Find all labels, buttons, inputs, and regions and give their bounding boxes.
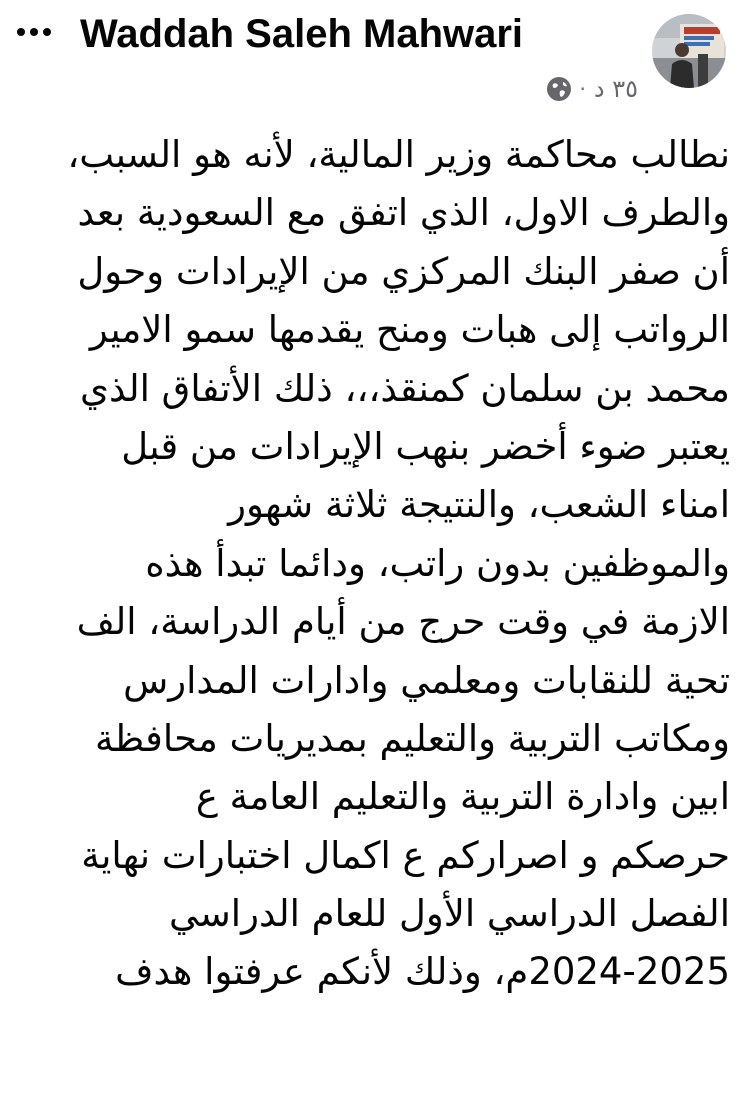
- post-text-line: حرصكم و اصراركم ع اكمال اختبارات نهاية: [81, 833, 730, 877]
- post-text-line: الفصل الدراسي الأول للعام الدراسي: [168, 892, 730, 936]
- post-text-line: يعتبر ضوء أخضر بنهب الإيرادات من قبل: [121, 424, 730, 468]
- post-text-line: الازمة في وقت حرج من أيام الدراسة، الف: [76, 600, 730, 644]
- post-text-line: الرواتب إلى هبات ومنح يقدمها سمو الامير: [89, 308, 730, 352]
- post-text-line: أن صفر البنك المركزي من الإيرادات وحول: [77, 249, 730, 293]
- post-header: [0, 0, 750, 110]
- post-meta: [546, 72, 638, 106]
- post-text-line: والطرف الاول، الذي اتفق مع السعودية بعد: [77, 191, 730, 235]
- author-avatar[interactable]: [652, 14, 726, 88]
- post-text-line: والموظفين بدون راتب، ودائما تبدأ هذه: [145, 541, 730, 585]
- post-text-line: 2024-2025م، وذلك لأنكم عرفتوا هدف: [115, 950, 730, 994]
- post-text-line: محمد بن سلمان كمنقذ،،، ذلك الأتفاق الذي: [79, 366, 730, 410]
- post-time[interactable]: ٣٥ د: [593, 75, 638, 103]
- post-text-line: ومكاتب التربية والتعليم بمديريات محافظة: [94, 716, 730, 760]
- post-text-line: تحية للنقابات ومعلمي وادارات المدارس: [123, 658, 730, 702]
- meta-separator: ·: [579, 77, 586, 101]
- more-options-button[interactable]: [14, 18, 54, 46]
- post-text-line: امناء الشعب، والنتيجة ثلاثة شهور: [228, 483, 730, 527]
- post-text-line: نطالب محاكمة وزير المالية، لأنه هو السبب،: [67, 133, 730, 176]
- author-name[interactable]: Waddah Saleh Mahwari: [80, 12, 524, 56]
- post-text-line: ابين وادارة التربية والتعليم العامة ع: [195, 775, 730, 819]
- post-body: [20, 126, 730, 1002]
- more-options-icon: [16, 27, 52, 37]
- globe-icon[interactable]: [546, 76, 572, 102]
